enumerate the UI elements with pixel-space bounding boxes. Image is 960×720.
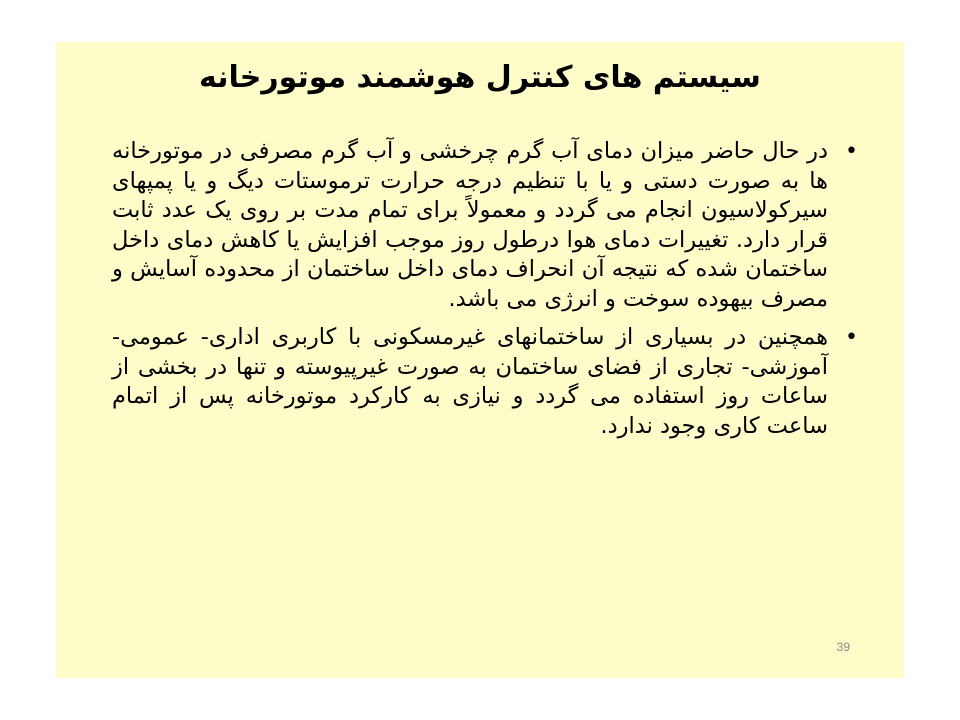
bullet-marker: • xyxy=(845,139,858,164)
bullet-text: همچنین در بسیاری از ساختمانهای غیرمسکونی با کاربری اداری- عمومی- آموزشی- تجاری از فضای ساختمان به صورت غیرپیوسته و تنها در بخشی از ساعات روز استفاده می گردد و نیازی به کارکرد موتورخانه پس از اتمام ساعت کاری وجود ندارد. xyxy=(112,324,828,439)
bullet-text: در حال حاضر میزان دمای آب گرم چرخشی و آب گرم مصرفی در موتورخانه ها به صورت دستی و یا با تنظیم درجه حرارت ترموستات دیگ و یا پمپهای سیرکولاسیون انجام می گردد و معمولاً برای تمام مدت بر روی یک عدد ثابت قرار دارد. تغییرات دمای هوا درطول روز موجب افزایش یا کاهش دمای داخل ساختمان شده که نتیجه آن انحراف دمای داخل ساختمان از محدوده آسایش و مصرف بیهوده سوخت و انرژی می باشد. xyxy=(112,138,828,312)
bullet-item xyxy=(112,323,860,441)
slide-title: سیستم های کنترل هوشمند موتورخانه xyxy=(199,60,761,95)
page-number: 39 xyxy=(836,640,850,654)
bullet-item xyxy=(112,137,860,314)
bullet-marker: • xyxy=(845,325,858,350)
bullet-list xyxy=(112,137,860,450)
slide xyxy=(56,42,904,678)
